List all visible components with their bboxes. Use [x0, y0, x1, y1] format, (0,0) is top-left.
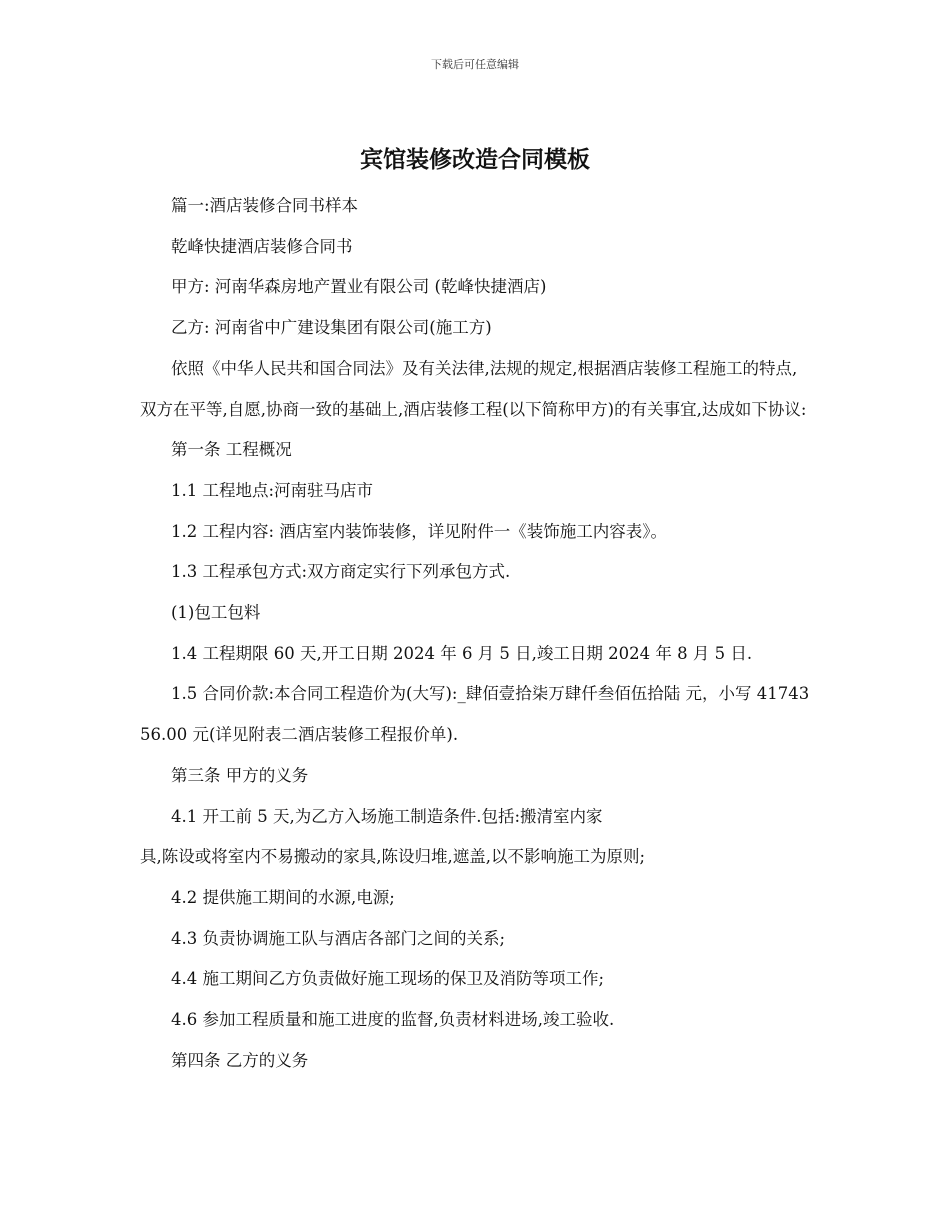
paragraph: 4.3 负责协调施工队与酒店各部门之间的关系;	[171, 928, 506, 948]
paragraph: 乾峰快捷酒店装修合同书	[171, 236, 353, 256]
paragraph: 1.3 工程承包方式:双方商定实行下列承包方式.	[171, 562, 511, 582]
header-note: 下载后可任意编辑	[431, 58, 519, 71]
paragraph: 1.5 合同价款:本合同工程造价为(大写):_肆佰壹拾柒万肆仟叁佰伍拾陆 元，小写 4174356.00 元(详见附表二酒店装修工程报价单).	[140, 684, 810, 745]
paragraph: 具,陈设或将室内不易搬动的家具,陈设归堆,遮盖,以不影响施工为原则;	[140, 847, 646, 867]
document-title: 宾馆装修改造合同模板	[360, 147, 590, 173]
paragraph: 4.4 施工期间乙方负责做好施工现场的保卫及消防等项工作;	[171, 969, 605, 989]
paragraph: 甲方: 河南华森房地产置业有限公司 (乾峰快捷酒店)	[171, 277, 547, 297]
section-heading: 第一条 工程概况	[171, 440, 292, 460]
paragraph: 篇一:酒店装修合同书样本	[171, 196, 359, 215]
document-body	[140, 186, 812, 1081]
paragraph: 1.1 工程地点:河南驻马店市	[171, 480, 374, 500]
paragraph: 1.2 工程内容: 酒店室内装饰装修，详见附件一《装饰施工内容表》。	[171, 521, 668, 541]
paragraph: (1)包工包料	[171, 603, 261, 623]
paragraph: 4.1 开工前 5 天,为乙方入场施工制造条件.包括:搬清室内家	[171, 806, 603, 826]
paragraph: 乙方: 河南省中广建设集团有限公司(施工方)	[171, 318, 492, 338]
paragraph: 依照《中华人民共和国合同法》及有关法律,法规的规定,根据酒店装修工程施工的特点,双方在平等,自愿,协商一致的基础上,酒店装修工程(以下简称甲方)的有关事宜,达成如下协议:	[140, 358, 807, 419]
paragraph: 1.4 工程期限 60 天,开工日期 2024 年 6 月 5 日,竣工日期 2024 年 8 月 5 日.	[171, 643, 753, 663]
paragraph: 4.2 提供施工期间的水源,电源;	[171, 887, 395, 907]
section-heading: 第四条 乙方的义务	[171, 1050, 309, 1070]
paragraph: 4.6 参加工程质量和施工进度的监督,负责材料进场,竣工验收.	[171, 1010, 615, 1030]
section-heading: 第三条 甲方的义务	[171, 765, 309, 785]
